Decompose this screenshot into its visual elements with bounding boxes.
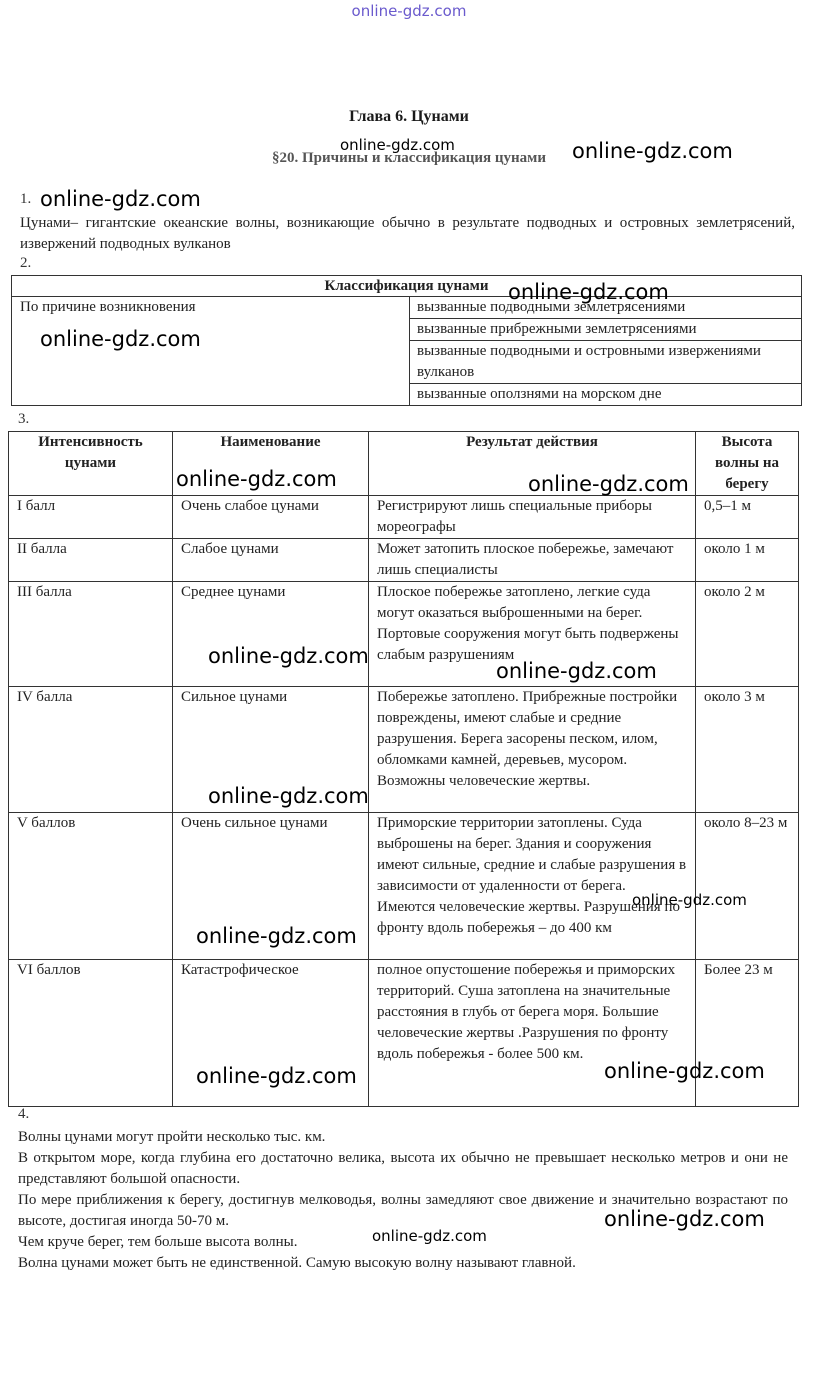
fact-line: По мере приближения к берегу, достигнув мелководья, волны замедляют свое движение и значительно возрастают по высоте, достигая иногда 50-70 м. [18,1192,788,1229]
cause-item: вызванные оползнями на морском дне [410,384,802,406]
watermark: online-gdz.com [196,1064,357,1088]
fact-line: Волна цунами может быть не единственной. Самую высокую волну называют главной. [18,1255,576,1271]
facts-block [18,1127,788,1274]
header-intensity: Интенсивность цунами [9,432,173,496]
cell-height: около 2 м [696,582,799,687]
header-name: Наименование [173,432,369,496]
cell-result: Может затопить плоское побережье, замечают лишь специалисты [369,539,696,582]
cell-level: V баллов [9,813,173,960]
header-result: Результат действия [369,432,696,496]
chapter-title: Глава 6. Цунами [349,108,469,125]
cell-name: Очень слабое цунами [173,496,369,539]
cell-height: около 3 м [696,687,799,813]
watermark: online-gdz.com [176,467,337,491]
cause-item: вызванные подводными и островными извержениями вулканов [410,341,802,384]
cell-result: Плоское побережье затоплено, легкие суда могут оказаться выброшенными на берег. Портовые сооружения могут быть подвержены слабым разрушениям [369,582,696,687]
watermark: online-gdz.com [40,187,201,211]
cell-result: Регистрируют лишь специальные приборы мореографы [369,496,696,539]
watermark: online-gdz.com [340,136,455,154]
fact-line: В открытом море, когда глубина его достаточно велика, высота их обычно не превышает несколько метров и они не представляют большой опасности. [18,1150,788,1187]
cell-name: Среднее цунами [173,582,369,687]
cell-result: Приморские территории затоплены. Суда выброшены на берег. Здания и сооружения имеют сильные, средние и слабые разрушения в зависимости от удаленности от берега. Имеются человеческие жертвы. Разрушения по фронту вдоль побережья – до 400 км [369,813,696,960]
watermark: online-gdz.com [508,280,669,304]
table-row [9,539,799,582]
cell-height: Более 23 м [696,960,799,1107]
header-height: Высота волны на берегу [696,432,799,496]
site-mark-top[interactable]: online-gdz.com [351,2,467,20]
cell-name: Слабое цунами [173,539,369,582]
watermark: online-gdz.com [40,327,201,351]
watermark: online-gdz.com [604,1207,765,1231]
cell-height: около 1 м [696,539,799,582]
watermark: online-gdz.com [632,891,747,909]
cell-level: II балла [9,539,173,582]
watermark: online-gdz.com [208,644,369,668]
cell-name: Очень сильное цунами [173,813,369,960]
cause-item: вызванные прибрежными землетрясениями [410,319,802,341]
classification-title: Классификация цунами [12,276,802,297]
cell-result: полное опустошение побережья и приморских территорий. Суша затоплена на значительные расстояния в глубь от берега моря. Большие человеческие жертвы .Разрушения по фронту вдоль побережья - более 500 км. [369,960,696,1107]
cell-name: Катастрофическое [173,960,369,1107]
cell-result: Побережье затоплено. Прибрежные постройки повреждены, имеют слабые и средние разрушения. Берега засорены песком, илом, обломками камней, деревьев, мусором. Возможны человеческие жертвы. [369,687,696,813]
cell-name: Сильное цунами [173,687,369,813]
watermark: online-gdz.com [208,784,369,808]
table-row [9,582,799,687]
cell-level: III балла [9,582,173,687]
watermark: online-gdz.com [528,472,689,496]
watermark: online-gdz.com [604,1059,765,1083]
cell-level: VI баллов [9,960,173,1107]
table-row [9,687,799,813]
cell-height: 0,5–1 м [696,496,799,539]
cell-level: IV балла [9,687,173,813]
watermark: online-gdz.com [196,924,357,948]
watermark: online-gdz.com [496,659,657,683]
fact-line: Волны цунами могут пройти несколько тыс. км. [18,1129,326,1145]
watermark: online-gdz.com [572,139,733,163]
table-row [9,960,799,1107]
classification-category: По причине возникновения [12,297,410,406]
item-number-3: 3. [18,411,30,427]
item-number-2: 2. [20,255,32,271]
fact-line: Чем круче берег, тем больше высота волны. [18,1234,298,1250]
item-number-1: 1. [20,191,32,207]
cell-height: около 8–23 м [696,813,799,960]
item-number-4: 4. [18,1106,30,1122]
table-row [9,496,799,539]
intensity-table [8,431,799,1107]
table-row [9,813,799,960]
cause-item: вызванные подводными землетрясениями [410,297,802,319]
cell-level: I балл [9,496,173,539]
section-title: §20. Причины и классификация цунами [272,150,546,166]
watermark: online-gdz.com [372,1227,487,1245]
tsunami-definition: Цунами– гигантские океанские волны, возникающие обычно в результате подводных и островных землетрясений, извержений подводных вулканов [20,215,795,252]
